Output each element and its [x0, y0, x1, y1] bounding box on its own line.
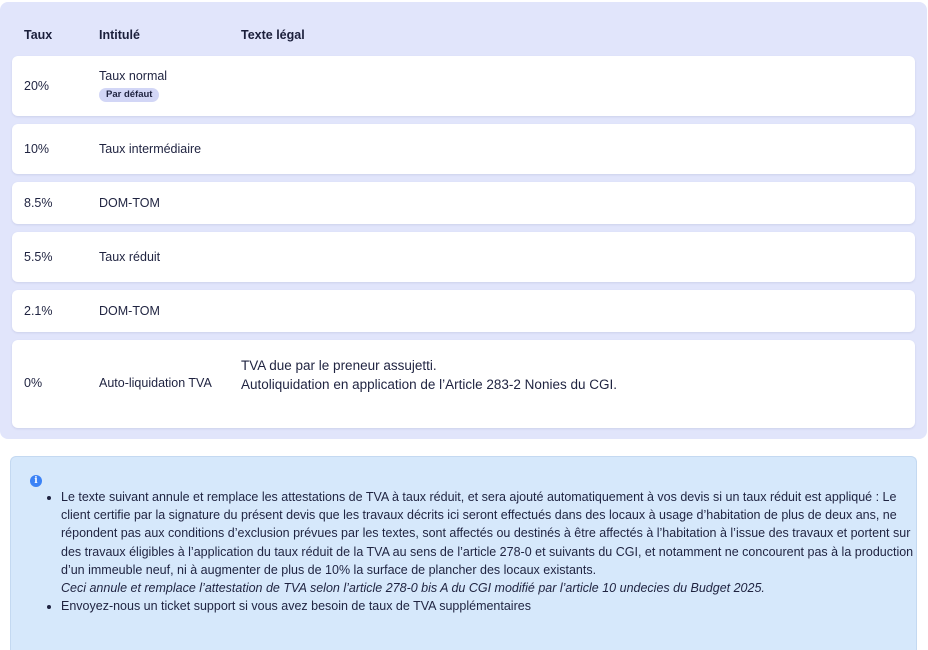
- rate-cell: 20%: [24, 79, 50, 93]
- title-cell: Taux réduit: [99, 250, 161, 264]
- table-row[interactable]: [12, 56, 915, 116]
- header-title: Intitulé: [99, 28, 140, 42]
- info-icon: i: [30, 475, 42, 487]
- title-cell: Auto-liquidation TVA: [99, 376, 212, 390]
- table-row[interactable]: [12, 182, 915, 224]
- rate-cell: 0%: [24, 376, 43, 390]
- reduced-rate-notice: Le texte suivant annule et remplace les attestations de TVA à taux réduit, et sera ajouté automatiquement à vos devis si un taux réduit est appliqué : Le client certifie par la signature du présent devis que les travaux décrits ici seront effectués dans des locaux à usage d’habitation de plus de deux ans, ne répondent pas aux conditions d’exclusion prévues par les textes, sont affectés ou destinés à être affectés à l’habitation à l’issue des travaux et portent sur des travaux éligibles à l’application du taux réduit de la TVA au sens de l’article 278-0 et suivants du CGI, et notamment ne concourent pas à la production d’un immeuble neuf, ni à augmenter de plus de 10% la surface de plancher des locaux existants.: [61, 490, 914, 577]
- header-legal-text: Texte légal: [241, 28, 305, 42]
- info-callout: [10, 456, 917, 650]
- title-cell: Taux intermédiaire: [99, 142, 202, 156]
- info-list: [41, 488, 917, 615]
- rate-cell: 2.1%: [24, 304, 53, 318]
- legal-text-line: Autoliquidation en application de l’Article 283-2 Nonies du CGI.: [241, 377, 617, 392]
- title-cell: Taux normal: [99, 69, 168, 83]
- title-cell: DOM-TOM: [99, 304, 160, 318]
- rate-cell: 5.5%: [24, 250, 53, 264]
- attestation-note: Ceci annule et remplace l’attestation de TVA selon l’article 278-0 bis A du CGI modifié par l’article 10 undecies du Budget 2025.: [61, 581, 765, 596]
- header-rate: Taux: [24, 28, 53, 42]
- list-item: [61, 597, 917, 615]
- legal-text-cell: [241, 356, 617, 394]
- table-row[interactable]: [12, 124, 915, 174]
- default-badge: Par défaut: [99, 88, 159, 102]
- vat-rates-table: [0, 2, 927, 439]
- table-row[interactable]: [12, 340, 915, 428]
- support-ticket-notice: Envoyez-nous un ticket support si vous avez besoin de taux de TVA supplémentaires: [61, 599, 531, 614]
- rate-cell: 8.5%: [24, 196, 53, 210]
- legal-text-line: TVA due par le preneur assujetti.: [241, 358, 437, 373]
- rate-cell: 10%: [24, 142, 50, 156]
- table-row[interactable]: [12, 232, 915, 282]
- title-cell: DOM-TOM: [99, 196, 160, 210]
- list-item: [61, 488, 917, 597]
- table-row[interactable]: [12, 290, 915, 332]
- table-header: [0, 2, 927, 58]
